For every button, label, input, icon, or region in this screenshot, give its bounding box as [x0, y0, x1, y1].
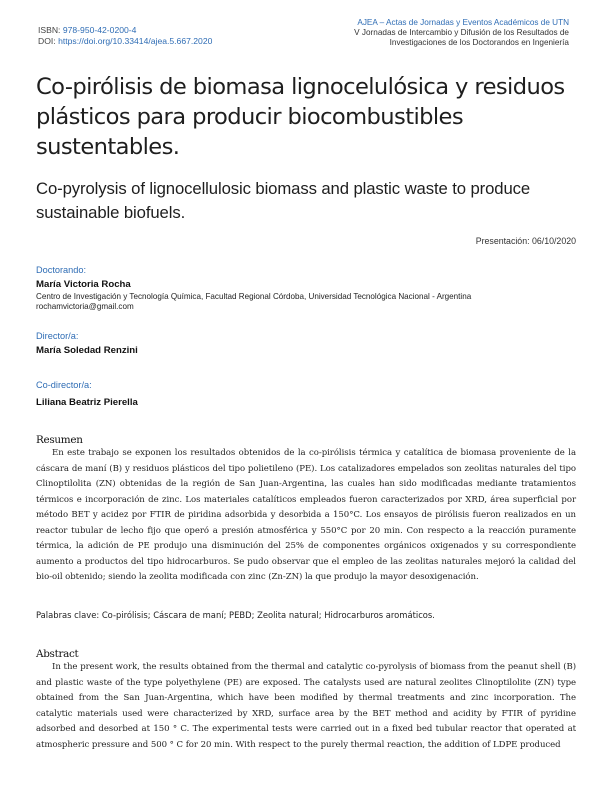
doi-link[interactable]: https://doi.org/10.33414/ajea.5.667.2020: [58, 35, 213, 46]
abstract-heading: Abstract: [36, 648, 79, 660]
director-role: Director/a:: [36, 331, 79, 341]
resumen-heading: Resumen: [36, 434, 83, 446]
title-english: Co-pyrolysis of lignocellulosic biomass and plastic waste to produce sustainable biofuels.: [36, 179, 531, 222]
director-name: María Soledad Renzini: [36, 345, 138, 356]
header-event: [354, 18, 569, 49]
presentation-date: Presentación: 06/10/2020: [475, 236, 576, 246]
doi-label: DOI:: [38, 35, 59, 46]
event-line-1: V Jornadas de Intercambio y Difusión de los Resultados de: [354, 28, 569, 38]
doi-line: [38, 36, 212, 47]
keywords: Palabras clave: Co-pirólisis; Cáscara de maní; PEBD; Zeolita natural; Hidrocarburos aromáticos.: [36, 610, 435, 620]
event-line-2: Investigaciones de los Doctorandos en Ingeniería: [389, 38, 569, 48]
doctorando-role: Doctorando:: [36, 265, 87, 275]
journal-name: AJEA – Actas de Jornadas y Eventos Académicos de UTN: [357, 18, 569, 27]
title-spanish: Co-pirólisis de biomasa lignocelulósica y residuos plásticos para producir biocombustibles sustentables.: [36, 74, 565, 160]
codirector-role: Co-director/a:: [36, 380, 92, 390]
isbn-line: [38, 25, 212, 36]
abstract-body: In the present work, the results obtained from the thermal and catalytic co-pyrolysis of biomass from the peanut shell (B) and plastic waste of the type polyethylene (PE) are exposed. The catalysts used are natural zeolites Clinoptilolite (ZN) type obtained from the San Juan-Argentina, which have been modified by thermal treatments and zinc incorporation. The catalytic materials used were characterized by XRD, surface area by the BET method and acidity by FTIR of pyridine adsorbed and desorbed at 150 ° C. The experimental tests were carried out in a fixed bed tubular reactor that operated at atmospheric pressure and 500 ° C for 20 min. With respect to the purely thermal reaction, the addition of LDPE produced: [36, 662, 576, 750]
isbn-label: ISBN:: [38, 25, 63, 35]
doctorando-name: María Victoria Rocha: [36, 279, 131, 290]
doctorando-email: rochamvictoria@gmail.com: [36, 302, 134, 311]
isbn-link[interactable]: 978-950-42-0200-4: [62, 25, 137, 35]
header-identifiers: [38, 25, 212, 46]
resumen-body: En este trabajo se exponen los resultados obtenidos de la co-pirólisis térmica y catalítica de biomasa proveniente de la cáscara de maní (B) y residuos plásticos del tipo polietileno (PE). Los catalizadores empelados son zeolitas naturales del tipo Clinoptilolita (ZN) obtenidas de la región de San Juan-Argentina, las cuales han sido modificadas mediante tratamientos térmicos e incorporación de zinc. Los materiales catalíticos empleados fueron caracterizados por XRD, área superficial por método BET y acidez por FTIR de piridina adsorbida y desorbida a 150°C. Los ensayos de pirólisis fueron realizados en un reactor tubular de lecho fijo que operó a presión atmosférica y 550°C por 20 min. Con respecto a la reacción puramente térmica, la adición de PE produjo una disminución del 25% de componentes orgánicos oxigenados y su correspondiente aumento a productos del tipo hidrocarburos. Se pudo observar que el empleo de las zeolitas naturales mejoró la calidad del bio-oil obtenido; siendo la zeolita modificada con zinc (Zn-ZN) la que produjo la mayor desoxigenación.: [36, 448, 576, 582]
codirector-name: Liliana Beatriz Pierella: [36, 397, 138, 408]
doctorando-affiliation: Centro de Investigación y Tecnología Química, Facultad Regional Córdoba, Universidad Tecnológica Nacional - Argentina: [36, 292, 472, 301]
